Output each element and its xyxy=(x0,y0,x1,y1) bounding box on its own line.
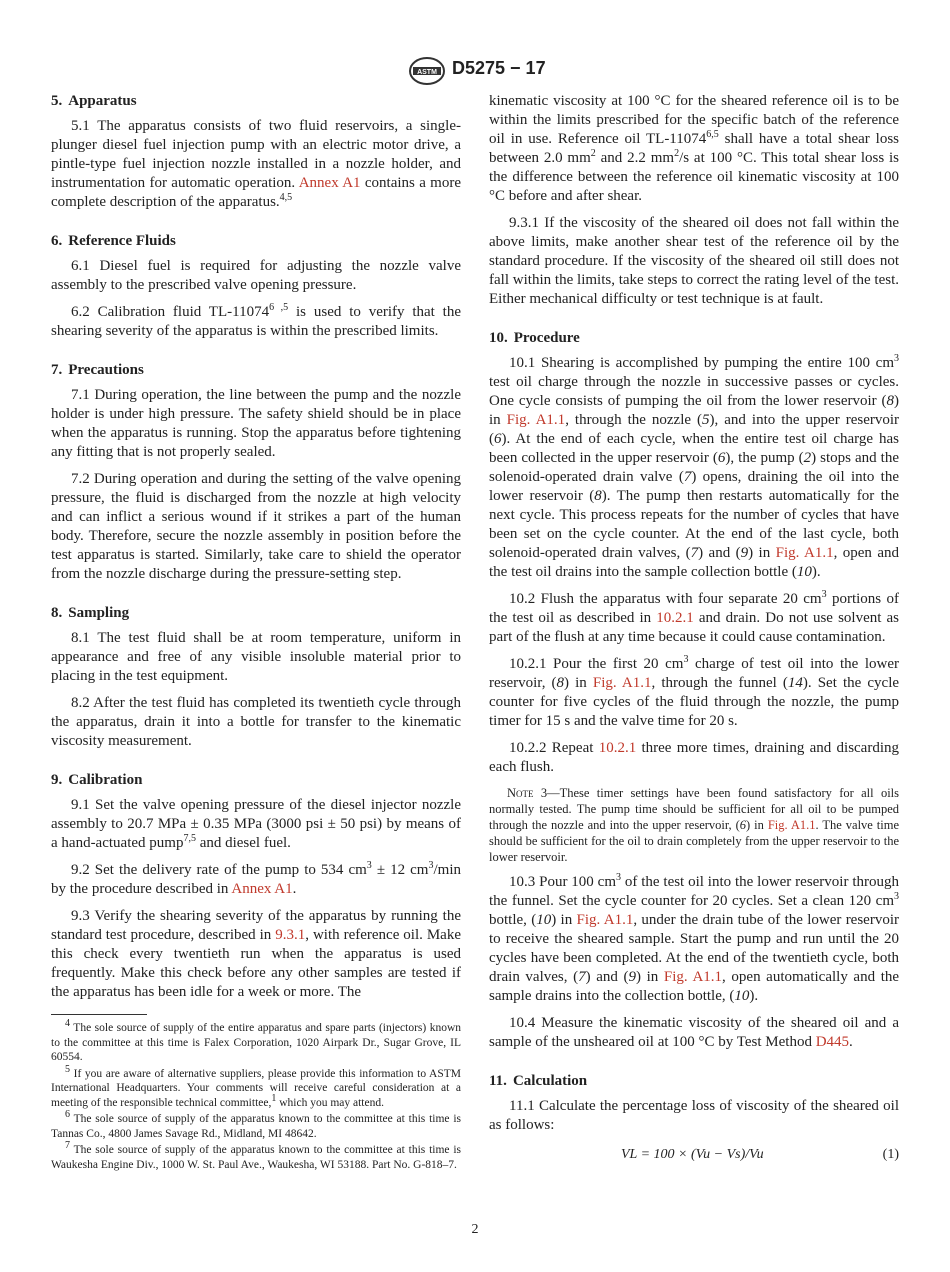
paragraph-9-3-1: 9.3.1 If the viscosity of the sheared oil does not fall within the above limits, make another shear test of the reference oil by the standard procedure. If the viscosity of the sheared oil still does not fall within the limits, take steps to correct the rating level of the test. Either mechanical difficulty or test technique is at fault. xyxy=(489,215,899,307)
footnote-7: $^7$ The sole source of supply of the apparatus known to the committee at this time is Waukesha Engine Div., 1000 W. St. Paul Ave., Waukesha, WI 53188. Part No. G-818–7. xyxy=(51,1140,461,1171)
paragraph-9-1: 9.1 Set the valve opening pressure of the diesel injector nozzle assembly to 20.7 MPa ± 0.35 MPa (3000 psi ± 50 psi) by means of a hand-actuated pump$^{7,5}$ and diesel fuel. xyxy=(51,797,461,851)
equation-1 xyxy=(489,1143,899,1167)
paragraph-7-2: 7.2 During operation and during the setting of the valve opening pressure, the fluid is discharged from the nozzle at high velocity and can inflict a serious wound if it strikes a part of the human body. Therefore, secure the nozzle assembly in position before the test apparatus is started. Similarly, take care to shield the operator from the nozzle discharge during the pressure-setting step. xyxy=(51,471,461,582)
paragraph-10-2-1: 10.2.1 Pour the first 20 $cm^3$ charge of test oil into the lower reservoir, (8) in Fig. A1.1, through the funnel (14). Set the cycle counter for five cycles of the fluid through the nozzle, the pump timer for 15 s and the valve time for 20 s. xyxy=(489,654,900,729)
paragraph-9-2: 9.2 Set the delivery rate of the pump to 534 $cm^3 \pm 12$ $cm^3/\min$ by the procedure described in Annex A1. xyxy=(51,860,461,897)
footnote-divider xyxy=(51,1014,147,1015)
paragraph-6-1: 6.1 Diesel fuel is required for adjusting the nozzle valve assembly to the prescribed valve opening pressure. xyxy=(51,258,461,293)
paragraph-11-1: 11.1 Calculate the percentage loss of viscosity of the sheared oil as follows: xyxy=(489,1098,899,1133)
section-10-heading: 10. Procedure xyxy=(489,330,580,346)
footnote-4: $^4$ The sole source of supply of the entire apparatus and spare parts (injectors) known to the committee at this time is Falex Corporation, 1020 Airpark Dr., Sugar Grove, IL 60554. xyxy=(51,1018,462,1063)
paragraph-10-4: 10.4 Measure the kinematic viscosity of the sheared oil and a sample of the unsheared oil at 100 °C by Test Method D445. xyxy=(489,1015,899,1050)
d445-link[interactable]: D445 xyxy=(815,1034,850,1050)
note-3: Note 3—These timer settings have been found satisfactory for all oils normally tested. The pump time should be sufficient for all oil to be pumped through the nozzle and into the upper reservoir, (6) in Fig. A1.1. The valve time should be sufficient for the oil to drain completely from the upper reservoir to the lower reservoir. xyxy=(489,786,900,864)
section-7-heading: 7. Precautions xyxy=(51,362,144,378)
footnote-5: $^5$ If you are aware of alternative suppliers, please provide this information to ASTM International Headquarters. Your comments will receive careful consideration at a meeting of the responsible technical committee,$^1$ which you may attend. xyxy=(51,1063,462,1109)
paragraph-5-1: 5.1 The apparatus consists of two fluid reservoirs, a single-plunger diesel fuel injection pump with an electric motor drive, a pintle-type fuel injection nozzle installed in a nozzle holder, and instrumentation for automatic operation. Annex A1 contains a more complete description of the apparatus.$^{4,5}$ xyxy=(51,118,462,210)
logo-text: ASTM xyxy=(417,69,437,76)
footnote-6: $^6$ The sole source of supply of the apparatus known to the committee at this time is Tannas Co., 4800 James Savage Rd., Midland, MI 48642. xyxy=(51,1109,461,1140)
section-10-2-1-link[interactable]: 10.2.1 xyxy=(598,740,637,756)
paragraph-10-1: 10.1 Shearing is accomplished by pumping the entire 100 $cm^3$ test oil charge through the nozzle in successive passes or cycles. One cycle consists of pumping the oil from the lower reservoir (8) in Fig. A1.1, through the nozzle (5), and into the upper reservoir (6). At the end of each cycle, when the entire test oil charge has been collected in the upper reservoir (6), the pump (2) stops and the solenoid-operated drain valve (7) opens, draining the oil into the lower reservoir (8). The pump then restarts automatically for the next cycle. This process repeats for the number of cycles that have been set on the cycle counter. At the end of the last cycle, both solenoid-operated drain valves, (7) and (9) in Fig. A1.1, open and the test oil drains into the sample collection bottle (10). xyxy=(489,353,900,580)
right-column xyxy=(489,92,899,1167)
paragraph-8-2: 8.2 After the test fluid has completed its twentieth cycle through the apparatus, drain it into a bottle for transfer to the kinematic viscosity measurement. xyxy=(51,695,461,749)
fig-a1-1-link[interactable]: Fig. A1.1 xyxy=(767,818,816,832)
section-5-heading: 5. Apparatus xyxy=(51,93,137,109)
fig-a1-1-link[interactable]: Fig. A1.1 xyxy=(775,545,834,561)
equation-expression: VL = 100 × (Vu − Vs)/Vu xyxy=(621,1147,764,1162)
annex-a1-link[interactable]: Annex A1 xyxy=(298,175,361,191)
section-9-heading: 9. Calibration xyxy=(51,772,143,788)
paragraph-8-1: 8.1 The test fluid shall be at room temperature, uniform in appearance and free of any visible insoluble material prior to placing in the test equipment. xyxy=(51,630,461,684)
paragraph-10-2-2: 10.2.2 Repeat 10.2.1 three more times, draining and discarding each flush. xyxy=(489,740,900,775)
document-designation: D5275 − 17 xyxy=(452,58,546,78)
fig-a1-1-link[interactable]: Fig. A1.1 xyxy=(576,912,634,928)
paragraph-10-3: 10.3 Pour 100 $cm^3$ of the test oil into the lower reservoir through the funnel. Set the cycle counter for 20 cycles. Set a clean 120 $cm^3$ bottle, (10) in Fig. A1.1, under the drain tube of the lower reservoir to receive the sheared sample. Start the pump and run until the 20 cycles have been completed. At the end of the twentieth cycle, both drain valves, (7) and (9) in Fig. A1.1, open automatically and the sample drains into the collection bottle, (10). xyxy=(489,872,900,1004)
paragraph-9-3: 9.3 Verify the shearing severity of the apparatus by running the standard test procedure, described in 9.3.1, with reference oil. Make this check every twentieth run when the apparatus is used frequently. Make this check before any other samples are tested if the apparatus has been idle for a week or more. The xyxy=(51,908,462,1000)
paragraph-10-2: 10.2 Flush the apparatus with four separate 20 $cm^3$ portions of the test oil as described in 10.2.1 and drain. Do not use solvent as part of the flush at any time because it could cause contamination. xyxy=(489,589,899,645)
equation-number: (1) xyxy=(882,1147,899,1162)
paragraph-6-2: 6.2 Calibration fluid TL-11074$^{6 ,5}$ is used to verify that the shearing severity of the apparatus is within the prescribed limits. xyxy=(51,302,462,339)
fig-a1-1-link[interactable]: Fig. A1.1 xyxy=(506,412,566,428)
page-number: 2 xyxy=(471,1222,479,1237)
paragraph-7-1: 7.1 During operation, the line between the pump and the nozzle holder is under high pressure. The safety shield should be in place when the apparatus is running. Stop the apparatus before tightening any fitting that is not properly sealed. xyxy=(51,387,461,460)
section-10-2-1-link[interactable]: 10.2.1 xyxy=(656,610,694,626)
section-8-heading: 8. Sampling xyxy=(51,605,130,621)
annex-a1-link[interactable]: Annex A1 xyxy=(231,881,293,897)
fig-a1-1-link[interactable]: Fig. A1.1 xyxy=(592,675,652,691)
section-9-3-1-link[interactable]: 9.3.1 xyxy=(275,927,306,943)
paragraph-9-3-continued: kinematic viscosity at 100 °C for the sheared reference oil is to be within the limits prescribed for the specific batch of the reference oil in use. Reference oil TL-11074$^{6,5}$ shall have a total shear loss between 2.0 $mm^2$ and 2.2 $mm^2/s$ at 100 °C. This total shear loss is the difference between the reference oil kinematic viscosity at 100 °C before and after shear. xyxy=(489,93,900,204)
section-6-heading: 6. Reference Fluids xyxy=(51,233,176,249)
section-11-heading: 11. Calculation xyxy=(489,1073,588,1089)
fig-a1-1-link[interactable]: Fig. A1.1 xyxy=(663,969,723,985)
astm-logo-icon xyxy=(408,56,446,86)
left-column xyxy=(51,92,461,1174)
page-header xyxy=(0,56,950,86)
